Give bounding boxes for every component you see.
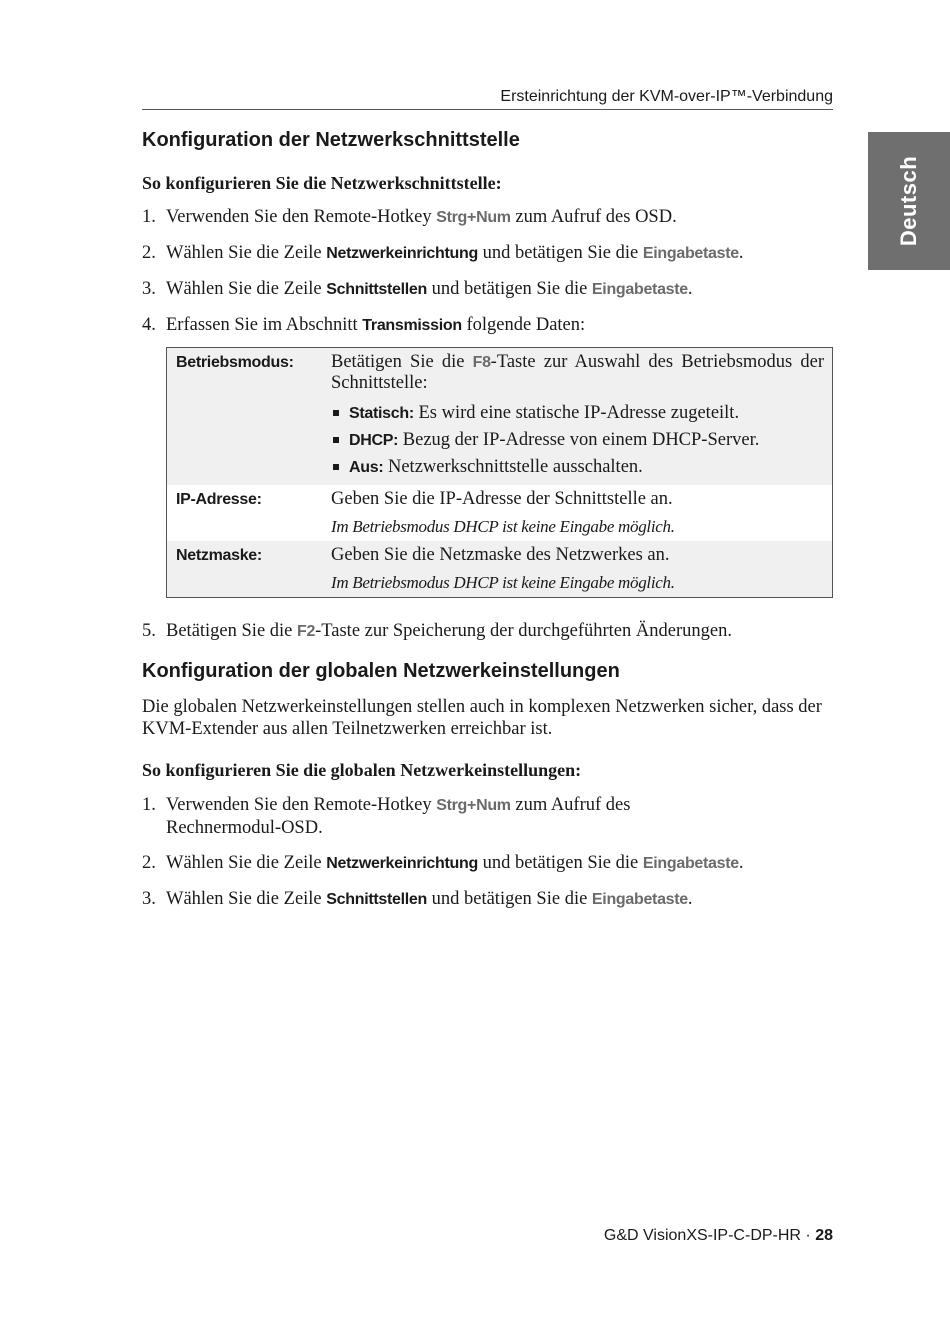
language-tab-label: Deutsch xyxy=(896,155,921,247)
step-number: 1. xyxy=(142,207,156,227)
table-row xyxy=(167,348,833,486)
step-text: Wählen Sie die Zeile xyxy=(166,243,327,263)
mode-options-list xyxy=(331,400,824,481)
param-description xyxy=(322,348,833,486)
list-item xyxy=(142,242,833,265)
section-heading-global: Konfiguration der globalen Netzwerkeinstellungen xyxy=(142,660,620,682)
hotkey: Strg+Num xyxy=(436,209,511,226)
step-number: 1. xyxy=(142,795,156,815)
step-text: . xyxy=(687,889,693,909)
key-ref: Eingabetaste xyxy=(591,281,688,298)
step-text: und betätigen Sie die xyxy=(477,243,643,263)
footer-product: G&D VisionXS-IP-C-DP-HR · xyxy=(603,1227,816,1244)
desc-text: Geben Sie die Netzmaske des Netzwerkes an. xyxy=(331,545,670,565)
list-item xyxy=(142,888,833,911)
param-label: Netzmaske: xyxy=(167,541,323,598)
bullet-icon xyxy=(333,437,339,443)
step-number: 5. xyxy=(142,621,156,641)
param-label: IP-Adresse: xyxy=(176,491,262,508)
step-text: Verwenden Sie den Remote-Hotkey xyxy=(166,207,437,227)
option-text: Bezug der IP-Adresse von einem DHCP-Server. xyxy=(398,430,760,450)
header-rule xyxy=(142,109,833,110)
page-number: 28 xyxy=(815,1227,833,1244)
page-footer xyxy=(142,1227,833,1245)
intro-paragraph: Die globalen Netzwerkeinstellungen stellen auch in komplexen Netzwerken sicher, dass der KVM-Extender aus allen Teilnetzwerken erreichbar ist. xyxy=(142,697,822,739)
param-description xyxy=(322,541,833,598)
step-number: 3. xyxy=(142,889,156,909)
table-row xyxy=(167,485,833,541)
key-ref: F2 xyxy=(297,623,316,640)
desc-text: -Taste zur Auswahl des Betriebsmodus der Schnittstelle: xyxy=(331,352,825,393)
list-item xyxy=(142,620,833,643)
menu-item-ref: Schnittstellen xyxy=(326,891,427,908)
step-text: . xyxy=(738,853,744,873)
step-text: Betätigen Sie die xyxy=(166,621,298,641)
step-text: Wählen Sie die Zeile xyxy=(166,853,327,873)
table-row xyxy=(167,541,833,598)
desc-text: Geben Sie die IP-Adresse der Schnittstelle an. xyxy=(331,489,673,509)
list-item xyxy=(142,278,833,301)
step-text: Wählen Sie die Zeile xyxy=(166,889,327,909)
steps-list-interface xyxy=(142,206,833,337)
list-item xyxy=(331,427,824,454)
list-item xyxy=(331,454,824,481)
step-text: und betätigen Sie die xyxy=(427,889,592,909)
step-text: Wählen Sie die Zeile xyxy=(166,279,327,299)
option-text: Netzwerkschnittstelle ausschalten. xyxy=(383,457,643,477)
step-text: . xyxy=(687,279,693,299)
step-number: 4. xyxy=(142,315,156,335)
desc-note: Im Betriebsmodus DHCP ist keine Eingabe möglich. xyxy=(331,517,675,536)
option-term: DHCP: xyxy=(349,432,399,449)
step-text: Erfassen Sie im Abschnitt xyxy=(166,315,363,335)
list-item xyxy=(142,794,726,839)
step-text: zum Aufruf des OSD. xyxy=(510,207,677,227)
option-text: Es wird eine statische IP-Adresse zugeteilt. xyxy=(413,403,740,423)
bullet-icon xyxy=(333,464,339,470)
key-ref: F8 xyxy=(472,354,491,371)
running-header: Ersteinrichtung der KVM-over-IP™-Verbindung xyxy=(500,88,833,105)
list-item xyxy=(142,206,833,229)
step-text: . xyxy=(738,243,744,263)
step-number: 3. xyxy=(142,279,156,299)
steps-list-global xyxy=(142,794,833,911)
step-text: -Taste zur Speicherung der durchgeführten Änderungen. xyxy=(315,621,732,641)
option-term: Statisch: xyxy=(349,405,414,422)
section-heading-interface: Konfiguration der Netzwerkschnittstelle xyxy=(142,129,520,151)
menu-item-ref: Netzwerkeinrichtung xyxy=(326,855,478,872)
step-number: 2. xyxy=(142,853,156,873)
procedure-title-global: So konfigurieren Sie die globalen Netzwerkeinstellungen: xyxy=(142,760,582,780)
list-item xyxy=(142,852,833,875)
parameter-table xyxy=(166,347,833,598)
menu-item-ref: Schnittstellen xyxy=(326,281,427,298)
step-text: Verwenden Sie den Remote-Hotkey xyxy=(166,795,437,815)
bullet-icon xyxy=(333,410,339,416)
language-tab xyxy=(868,132,950,270)
list-item xyxy=(331,400,824,427)
param-description xyxy=(322,485,833,541)
desc-note: Im Betriebsmodus DHCP ist keine Eingabe möglich. xyxy=(331,573,675,592)
desc-text: Betätigen Sie die xyxy=(331,352,473,372)
step-text: und betätigen Sie die xyxy=(427,279,592,299)
menu-item-ref: Transmission xyxy=(362,317,462,334)
key-ref: Eingabetaste xyxy=(642,855,739,872)
param-label: Betriebsmodus: xyxy=(167,348,323,486)
hotkey: Strg+Num xyxy=(436,797,511,814)
procedure-title-interface: So konfigurieren Sie die Netzwerkschnittstelle: xyxy=(142,173,502,193)
step-number: 2. xyxy=(142,243,156,263)
list-item xyxy=(142,314,833,337)
steps-list-interface-cont xyxy=(142,620,833,643)
menu-item-ref: Netzwerkeinrichtung xyxy=(326,245,478,262)
step-text: und betätigen Sie die xyxy=(477,853,643,873)
key-ref: Eingabetaste xyxy=(591,891,688,908)
option-term: Aus: xyxy=(349,459,384,476)
step-text: folgende Daten: xyxy=(461,315,586,335)
key-ref: Eingabetaste xyxy=(642,245,739,262)
step-text: zum Aufruf des Rechnermodul-OSD. xyxy=(166,795,631,838)
